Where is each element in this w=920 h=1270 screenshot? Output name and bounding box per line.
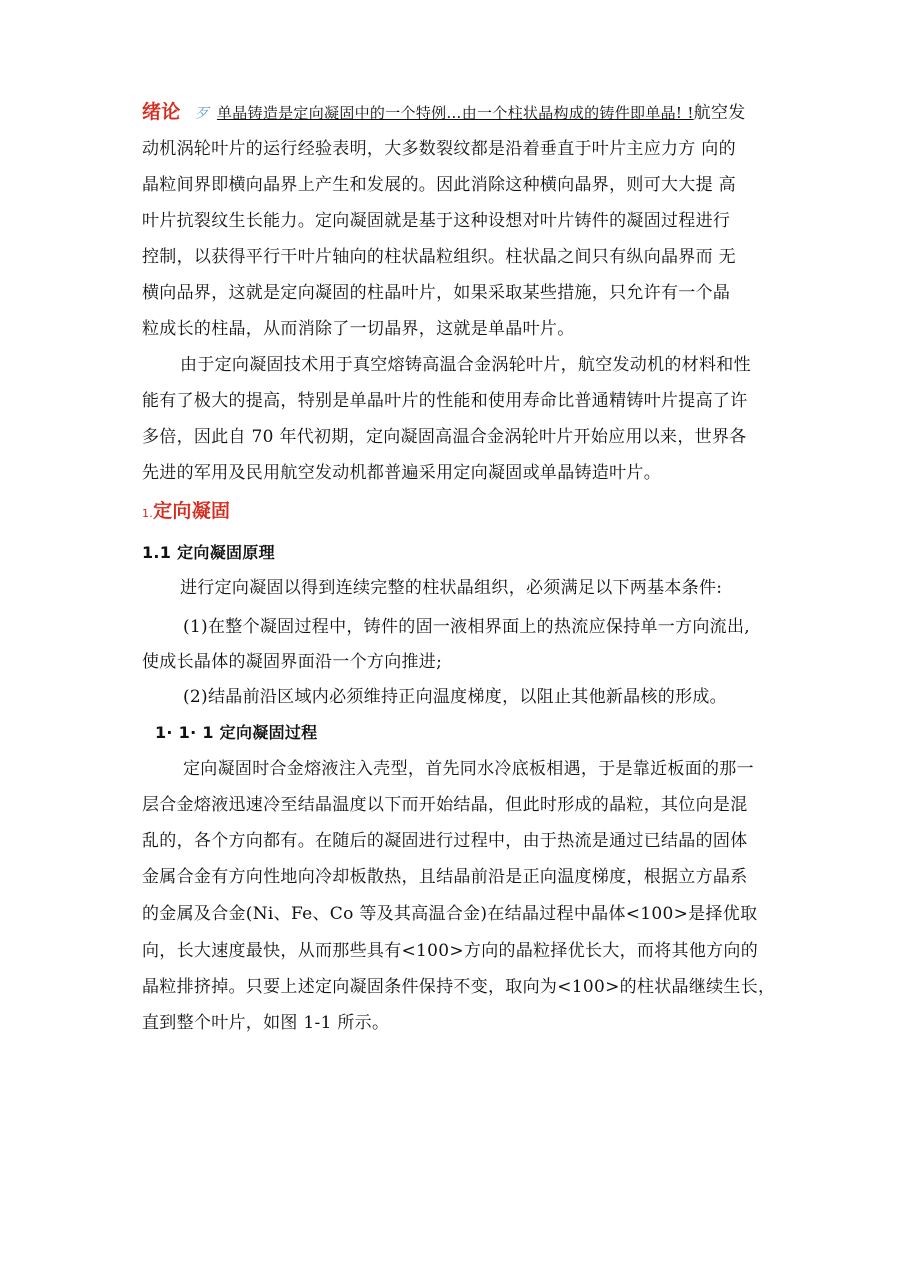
process-line: 乱的，各个方向都有。在随后的凝固进行过程中，由于热流是通过已结晶的固体: [142, 831, 748, 851]
intro-line: 控制，以获得平行干叶片轴向的柱状晶粒组织。柱状晶之间只有纵向晶界而 无: [142, 247, 736, 267]
margin-mark: 歹: [194, 106, 209, 122]
para2-line: 先进的军用及民用航空发动机都普遍采用定向凝固或单晶铸造叶片。: [142, 463, 661, 483]
condition-line: 使成长晶体的凝固界面沿一个方向推进;: [142, 652, 443, 672]
section-1-heading: [142, 500, 230, 525]
intro-first-line: [142, 101, 746, 125]
section-1-1-heading: 1.1 定向凝固原理: [142, 543, 275, 562]
intro-line: 晶粒间界即横向晶界上产生和发展的。因此消除这种横向晶界，则可大大提 高: [142, 175, 736, 195]
intro-line: 动机涡轮叶片的运行经验表明，大多数裂纹都是沿着垂直于叶片主应力方 向的: [142, 139, 736, 159]
intro-line: 横向品界，这就是定向凝固的柱晶叶片，如果采取某些措施，只允许有一个晶: [142, 283, 731, 303]
intro-line: 叶片抗裂纹生长能力。定向凝固就是基于这种设想对叶片铸件的凝固过程进行: [142, 211, 731, 231]
process-line: 直到整个叶片，如图 1-1 所示。: [142, 1013, 390, 1033]
intro-line: 航空发: [693, 103, 746, 123]
para2-line: 多倍，因此自 70 年代初期，定向凝固高温合金涡轮叶片开始应用以来，世界各: [142, 427, 747, 447]
section-1-1-1-heading: 1· 1· 1 定向凝固过程: [155, 723, 318, 742]
section-1-title: 定向凝固: [153, 500, 231, 522]
condition-line: (1)在整个凝固过程中，铸件的固一液相界面上的热流应保持单一方向流出,: [183, 617, 750, 637]
intro-line: 粒成长的柱晶，从而消除了一切晶界，这就是单晶叶片。: [142, 319, 575, 339]
intro-title: 绪论: [142, 101, 181, 123]
process-line: 的金属及合金(Ni、Fe、Co 等及其高温合金)在结晶过程中晶体<100>是择优取: [142, 904, 758, 924]
process-line: 向，长大速度最快，从而那些具有<100>方向的晶粒择优长大，而将其他方向的: [142, 941, 759, 961]
process-line: 金属合金有方向性地向冷却板散热，且结晶前沿是正向温度梯度，根据立方晶系: [142, 867, 748, 887]
process-line: 晶粒排挤掉。只要上述定向凝固条件保持不变，取向为<100>的柱状晶继续生长，: [142, 977, 776, 997]
condition-line: 进行定向凝固以得到连续完整的柱状晶组织，必须满足以下两基本条件:: [180, 578, 723, 598]
para2-line: 由于定向凝固技术用于真空熔铸高温合金涡轮叶片，航空发动机的材料和性: [180, 355, 751, 375]
section-1-number: 1.: [142, 507, 154, 520]
process-line: 定向凝固时合金熔液注入壳型，首先同水冷底板相遇，于是靠近板面的那一: [183, 759, 754, 779]
para2-line: 能有了极大的提高，特别是单晶叶片的性能和使用寿命比普通精铸叶片提高了许: [142, 391, 748, 411]
underlined-note: 单晶铸造是定向凝固中的一个特例…由一个柱状晶构成的铸件即单晶! !: [216, 104, 694, 122]
process-line: 层合金熔液迅速冷至结晶温度以下而开始结晶，但此时形成的晶粒，其位向是混: [142, 795, 748, 815]
condition-line: (2)结晶前沿区域内必须维持正向温度梯度，以阻止其他新晶核的形成。: [183, 687, 727, 707]
